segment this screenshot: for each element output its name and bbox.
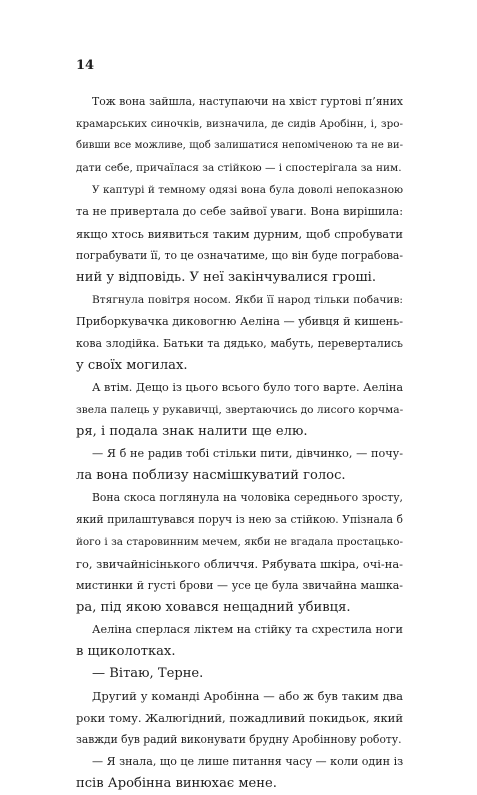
text-line: — Я знала, що це лише питання часу — коли один із (92, 755, 404, 768)
text-line: мистинки й густі брови — усе це була звичайна машка- (76, 579, 403, 592)
text-line: А втім. Дещо із цього всього було того варте. Аеліна (92, 381, 404, 394)
text-line: ний у відповідь. У неї закінчувалися гроші. (76, 270, 376, 285)
text-line: крамарських синочків, визначила, де сидів Аробінн, і, зро- (76, 118, 403, 130)
text-line: — Вітаю, Терне. (92, 666, 204, 681)
text-line: та не привертала до себе зайвої уваги. Вона вирішила: (76, 205, 403, 218)
body-text (76, 91, 403, 795)
text-line: дати себе, причаїлася за стійкою — і спостерігала за ним. (76, 162, 402, 174)
page-number: 14 (76, 58, 95, 73)
text-line: у своїх могилах. (76, 358, 188, 373)
text-line: пограбувати її, то це означатиме, що він буде пограбова- (76, 249, 403, 262)
text-line: якщо хтось виявиться таким дурним, щоб спробувати (76, 227, 403, 241)
text-line: — Я б не радив тобі стільки пити, дівчинко, — почу- (92, 447, 403, 460)
text-line: го, звичайнісінького обличчя. Рябувата шкіра, очі-на- (76, 557, 403, 571)
text-line: звела палець у рукавичці, звертаючись до лисого корчма- (76, 404, 404, 416)
text-line: Вона скоса поглянула на чоловіка середнього зросту, (92, 491, 403, 504)
text-line: кова злодійка. Батьки та дядько, мабуть, перевертались (76, 337, 403, 350)
text-line: Приборкувачка диковогню Аеліна — убивця й кишень- (76, 315, 403, 328)
text-line: ла вона поблизу насмішкуватий голос. (76, 468, 346, 483)
text-line: Аеліна сперлася ліктем на стійку та схрестила ноги (92, 623, 403, 636)
text-line: роки тому. Жалюгідний, пожадливий покидьок, який (76, 711, 403, 725)
text-line: Втягнула повітря носом. Якби її народ тільки побачив: (92, 294, 403, 306)
text-line: Тож вона зайшла, наступаючи на хвіст гуртові п’яних (92, 95, 403, 108)
text-line: в щиколотках. (76, 644, 176, 659)
text-line: У каптурі й темному одязі вона була доволі непоказною (92, 184, 403, 196)
text-line: Другий у команді Аробінна — або ж був таким два (92, 689, 403, 703)
text-line: бивши все можливе, щоб залишатися непоміченою та не ви- (76, 140, 403, 151)
text-line: завжди був радий виконувати брудну Аробіннову роботу. (76, 733, 402, 746)
text-line: який прилаштувався поруч із нею за стійкою. Упізнала б (76, 513, 403, 526)
text-line: псів Аробінна винюхає мене. (76, 776, 277, 791)
text-line: його і за старовинним мечем, якби не вгадала простацько- (76, 536, 403, 548)
text-line: ра, під якою ховався нещадний убивця. (76, 600, 351, 615)
text-line: ря, і подала знак налити ще елю. (76, 424, 308, 439)
